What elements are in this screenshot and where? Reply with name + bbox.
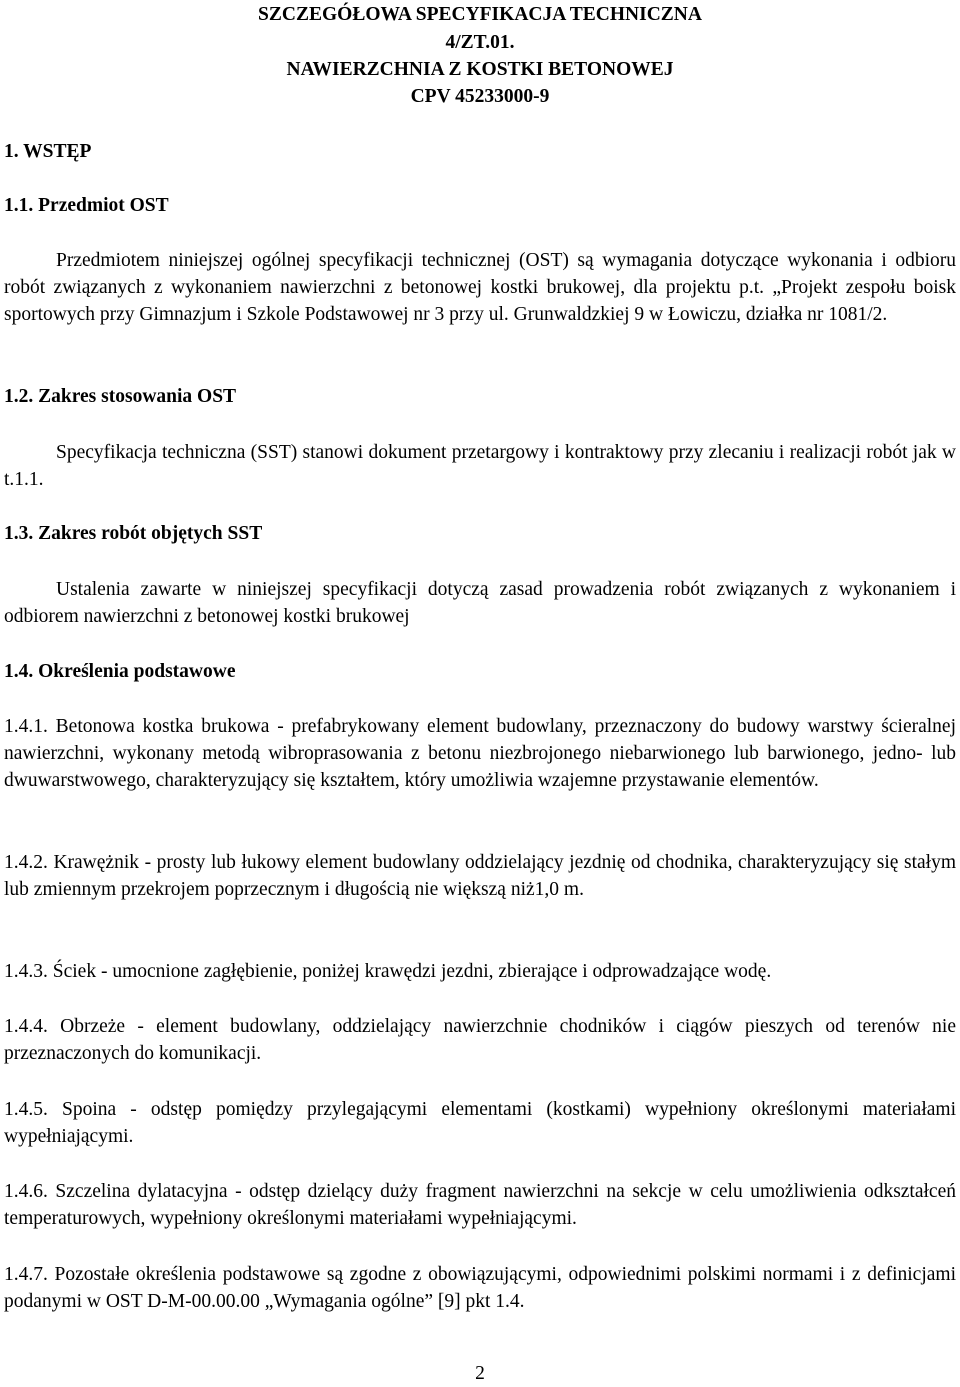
section-heading-intro: 1. WSTĘP bbox=[4, 141, 92, 162]
definition-other-terms: 1.4.7. Pozostałe określenia podstawowe są zgodne z obowiązującymi, odpowiednimi polskimi normami i z definicjami podanymi w OST D-M-00.00.00 „Wymagania ogólne” [9] pkt 1.4. bbox=[4, 1264, 956, 1312]
section-heading-subject: 1.1. Przedmiot OST bbox=[4, 195, 169, 216]
subject-paragraph: Przedmiotem niniejszej ogólnej specyfikacji technicznej (OST) są wymagania dotyczące wykonania i odbioru robót związanych z wykonaniem nawierzchni z betonowej kostki brukowej, dla projektu p.t. „Projekt zespołu boisk sportowych przy Gimnazjum i Szkole Podstawowej nr 3 przy ul. Grunwaldzkiej 9 w Łowiczu, działka nr 1081/2. bbox=[4, 250, 956, 325]
definition-edging: 1.4.4. Obrzeże - element budowlany, oddzielający nawierzchnie chodników i ciągów pieszych od terenów nie przeznaczonych do komunikacji. bbox=[4, 1016, 956, 1064]
spec-number: 4/ZT.01. bbox=[445, 32, 515, 53]
section-heading-definitions: 1.4. Określenia podstawowe bbox=[4, 661, 236, 682]
scope-paragraph: Specyfikacja techniczna (SST) stanowi dokument przetargowy i kontraktowy przy zlecaniu i realizacji robót jak w t.1.1. bbox=[4, 442, 956, 490]
definition-joint: 1.4.5. Spoina - odstęp pomiędzy przylegającymi elementami (kostkami) wypełniony określonymi materiałami wypełniającymi. bbox=[4, 1099, 956, 1147]
spec-subject: NAWIERZCHNIA Z KOSTKI BETONOWEJ bbox=[286, 59, 674, 80]
spec-title: SZCZEGÓŁOWA SPECYFIKACJA TECHNICZNA bbox=[258, 4, 702, 25]
section-heading-scope: 1.2. Zakres stosowania OST bbox=[4, 386, 237, 407]
definition-expansion-gap: 1.4.6. Szczelina dylatacyjna - odstęp dzielący duży fragment nawierzchni na sekcje w celu umożliwienia odkształceń temperaturowych, wypełniony określonymi materiałami wypełniającymi. bbox=[4, 1181, 956, 1229]
cpv-code: CPV 45233000-9 bbox=[410, 86, 550, 107]
page-number: 2 bbox=[475, 1363, 485, 1384]
section-heading-works: 1.3. Zakres robót objętych SST bbox=[4, 523, 263, 544]
definition-paving-block: 1.4.1. Betonowa kostka brukowa - prefabrykowany element budowlany, przeznaczony do budowy warstwy ścieralnej nawierzchni, wykonany metodą wibroprasowania z betonu niezbrojonego niebarwionego lub barwionego, jedno- lub dwuwarstwowego, charakteryzujący się kształtem, który umożliwia wzajemne przystawanie elementów. bbox=[4, 716, 956, 791]
works-paragraph: Ustalenia zawarte w niniejszej specyfikacji dotyczą zasad prowadzenia robót związanych z wykonaniem i odbiorem nawierzchni z betonowej kostki brukowej bbox=[4, 579, 956, 627]
definition-kerb: 1.4.2. Krawężnik - prosty lub łukowy element budowlany oddzielający jezdnię od chodnika, charakteryzujący się stałym lub zmiennym przekrojem poprzecznym i długością nie większą niż1,0 m. bbox=[4, 852, 956, 900]
definition-gutter: 1.4.3. Ściek - umocnione zagłębienie, poniżej krawędzi jezdni, zbierające i odprowadzające wodę. bbox=[4, 961, 772, 982]
